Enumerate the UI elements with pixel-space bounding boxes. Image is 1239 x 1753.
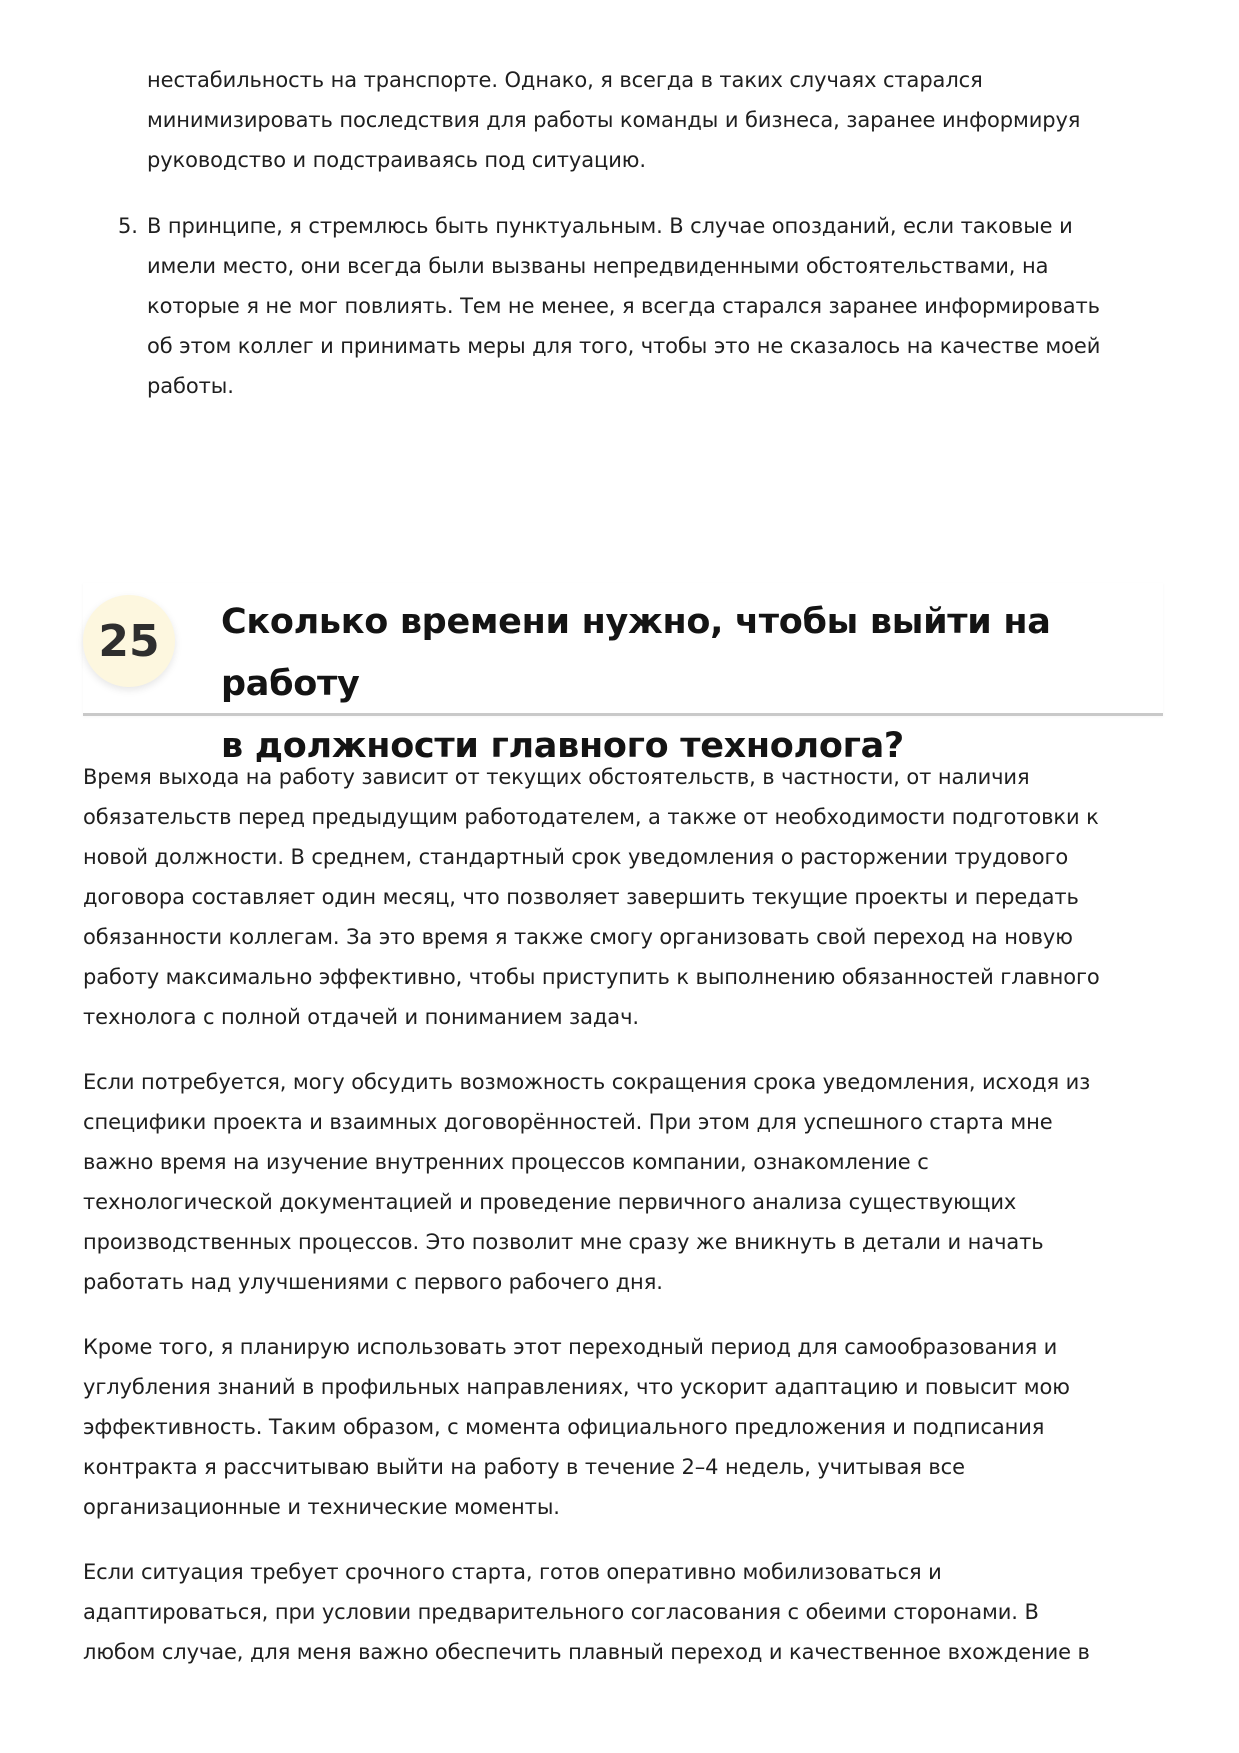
paragraph-line: Кроме того, я планирую использовать этот переходный период для самообразования и	[83, 1335, 1058, 1359]
list-item-line: руководство и подстраиваясь под ситуацию.	[147, 148, 646, 172]
section-title-line: Сколько времени нужно, чтобы выйти на работу	[221, 602, 1051, 704]
paragraph-line: договора составляет один месяц, что позволяет завершить текущие проекты и передать	[83, 885, 1079, 909]
paragraph-line: эффективность. Таким образом, с момента официального предложения и подписания	[83, 1415, 1045, 1439]
list-item-line: об этом коллег и принимать меры для того, чтобы это не сказалось на качестве моей	[147, 334, 1101, 358]
list-item-line: В принципе, я стремлюсь быть пунктуальным. В случае опозданий, если таковые и	[147, 214, 1073, 238]
paragraph-line: специфики проекта и взаимных договорённостей. При этом для успешного старта мне	[83, 1110, 1053, 1134]
paragraph-line: Время выхода на работу зависит от текущих обстоятельств, в частности, от наличия	[83, 765, 1030, 789]
paragraph	[83, 1327, 1163, 1527]
list-item	[83, 206, 1163, 406]
paragraph-line: технолога с полной отдачей и пониманием задач.	[83, 1005, 639, 1029]
paragraph-line: Если потребуется, могу обсудить возможность сокращения срока уведомления, исходя из	[83, 1070, 1091, 1094]
section-title-line: в должности главного технолога?	[221, 726, 904, 766]
list-item-line: имели место, они всегда были вызваны непредвиденными обстоятельствами, на	[147, 254, 1049, 278]
paragraph-line: работу максимально эффективно, чтобы приступить к выполнению обязанностей главного	[83, 965, 1100, 989]
paragraph-line: углубления знаний в профильных направлениях, что ускорит адаптацию и повысит мою	[83, 1375, 1070, 1399]
paragraph	[83, 1062, 1163, 1302]
list-item	[83, 60, 1163, 180]
section-title	[221, 591, 1161, 777]
answer-body	[83, 757, 1163, 1672]
paragraph-line: обязательств перед предыдущим работодателем, а также от необходимости подготовки к	[83, 805, 1099, 829]
paragraph-line: работать над улучшениями с первого рабочего дня.	[83, 1270, 663, 1294]
list-item-line: работы.	[147, 374, 234, 398]
section-header	[83, 583, 1163, 766]
continued-list	[83, 60, 1163, 406]
list-item-number: 5.	[118, 214, 138, 238]
paragraph-line: контракта я рассчитываю выйти на работу в течение 2–4 недель, учитывая все	[83, 1455, 965, 1479]
section-number-badge: 25	[83, 595, 175, 687]
paragraph-line: любом случае, для меня важно обеспечить плавный переход и качественное вхождение в	[83, 1640, 1090, 1664]
paragraph	[83, 757, 1163, 1037]
paragraph-line: производственных процессов. Это позволит мне сразу же вникнуть в детали и начать	[83, 1230, 1044, 1254]
paragraph-line: технологической документацией и проведение первичного анализа существующих	[83, 1190, 1017, 1214]
paragraph	[83, 1552, 1163, 1672]
paragraph-line: новой должности. В среднем, стандартный срок уведомления о расторжении трудового	[83, 845, 1069, 869]
paragraph-line: Если ситуация требует срочного старта, готов оперативно мобилизоваться и	[83, 1560, 942, 1584]
list-item-line: минимизировать последствия для работы команды и бизнеса, заранее информируя	[147, 108, 1081, 132]
paragraph-line: важно время на изучение внутренних процессов компании, ознакомление с	[83, 1150, 929, 1174]
list-item-line: которые я не мог повлиять. Тем не менее, я всегда старался заранее информировать	[147, 294, 1100, 318]
paragraph-line: обязанности коллегам. За это время я также смогу организовать свой переход на новую	[83, 925, 1073, 949]
paragraph-line: организационные и технические моменты.	[83, 1495, 560, 1519]
paragraph-line: адаптироваться, при условии предварительного согласования с обеими сторонами. В	[83, 1600, 1039, 1624]
list-item-line: нестабильность на транспорте. Однако, я всегда в таких случаях старался	[147, 68, 983, 92]
